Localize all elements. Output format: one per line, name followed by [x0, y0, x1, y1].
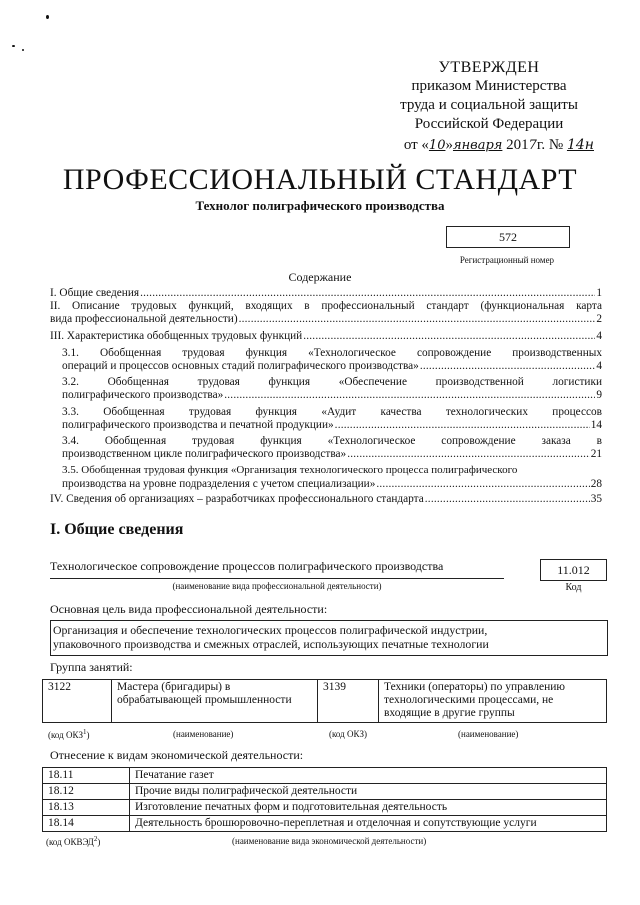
table-row [43, 768, 607, 784]
goal-label: Основная цель вида профессиональной деятельности: [50, 602, 328, 616]
okved-name: Печатание газет [130, 768, 607, 784]
scan-mark [46, 15, 49, 19]
toc-item[interactable]: полиграфического производства» ..... 9 [62, 389, 602, 402]
okved-table [42, 767, 607, 832]
toc-item-line1[interactable]: 3.4. Обобщенная трудовая функция «Технологическое сопровождение заказа в [62, 435, 602, 448]
activity-name: Технологическое сопровождение процессов полиграфического производства [50, 559, 444, 573]
okved-name: Деятельность брошюровочно-переплетная и отделочная и сопутствующие услуги [130, 816, 607, 832]
group-caption-code2: (код ОКЗ) [329, 729, 367, 739]
okved-code: 18.11 [43, 768, 130, 784]
table-row [43, 816, 607, 832]
handwritten-month: января [452, 138, 503, 153]
toc-item[interactable]: операций и процессов основных стадий полиграфического производства» ..... 4 [62, 360, 602, 373]
okved-name: Изготовление печатных форм и подготовительная деятельность [130, 800, 607, 816]
toc-item[interactable]: производственном цикле полиграфического производства» ..... 21 [62, 448, 602, 461]
group-caption-name1: (наименование) [173, 729, 234, 739]
activity-underline [50, 578, 504, 579]
goal-text: Организация и обеспечение технологических процессов полиграфической индустрии, упаковочного производства и смежных отраслей, использующих печатные технологии [53, 623, 489, 651]
group-code: 3139 [318, 680, 379, 723]
group-code: 3122 [43, 680, 112, 723]
okved-caption-name: (наименование вида экономической деятельности) [232, 836, 427, 846]
toc-item-line1[interactable]: 3.3. Обобщенная трудовая функция «Аудит качества технологических процессов [62, 405, 602, 418]
toc-item[interactable]: производства на уровне подразделения с учетом специализации» ..... 28 [62, 478, 602, 491]
activity-caption: (наименование вида профессиональной деятельности) [172, 581, 382, 591]
page-subtitle: Технолог полиграфического производства [195, 198, 445, 213]
code-label: Код [565, 582, 582, 593]
registration-number-box: 572 [446, 226, 570, 248]
table-row [43, 784, 607, 800]
toc-item-line1[interactable]: 3.2. Обобщенная трудовая функция «Обеспечение производственной логистики [62, 376, 602, 389]
group-name: Мастера (бригадиры) в обрабатывающей промышленности [112, 680, 318, 723]
toc-item[interactable]: вида профессиональной деятельности) ..... 2 [50, 313, 602, 326]
page-title: ПРОФЕССИОНАЛЬНЫЙ СТАНДАРТ [62, 163, 578, 196]
registration-number-label: Регистрационный номер [459, 255, 555, 265]
toc-item-line1[interactable]: II. Описание трудовых функций, входящих в профессиональный стандарт (функциональная карта [50, 300, 602, 313]
approval-line: приказом Министерства [411, 78, 567, 94]
approval-date: от «10»января 2017г. № 14н [403, 137, 594, 153]
occupation-groups-table [42, 679, 607, 723]
handwritten-number: 14н [566, 137, 594, 153]
approval-line: УТВЕРЖДЕН [438, 59, 540, 76]
approval-line: Российской Федерации [414, 116, 564, 132]
okved-code: 18.12 [43, 784, 130, 800]
toc-item-line1[interactable]: 3.5. Обобщенная трудовая функция «Организация технологического процесса полиграфического [62, 464, 518, 477]
toc-item[interactable]: III. Характеристика обобщенных трудовых функций ..... 4 [50, 330, 602, 343]
group-caption-name2: (наименование) [458, 729, 519, 739]
table-of-contents [50, 287, 602, 506]
activity-code: 11.012 [557, 563, 590, 577]
okved-code: 18.14 [43, 816, 130, 832]
group-label: Группа занятий: [50, 660, 133, 674]
toc-title: Содержание [288, 270, 352, 284]
approval-block [384, 58, 594, 155]
group-name: Техники (операторы) по управлению технологическими процессами, не входящие в другие группы [379, 680, 607, 723]
goal-box [50, 620, 608, 656]
toc-item[interactable]: I. Общие сведения ..... 1 [50, 287, 602, 300]
handwritten-year-digit: 7 [528, 138, 537, 153]
scan-mark [12, 45, 15, 47]
table-row [43, 800, 607, 816]
toc-item[interactable]: IV. Сведения об организациях – разработчиках профессионального стандарта ..... 35 [50, 493, 602, 506]
scan-mark [22, 49, 24, 51]
table-row [43, 680, 607, 723]
section-title: I. Общие сведения [50, 521, 184, 538]
activity-code-box [540, 559, 607, 581]
approval-line: труда и социальной защиты [400, 97, 578, 113]
toc-item-line1[interactable]: 3.1. Обобщенная трудовая функция «Технологическое сопровождение производственных [62, 346, 602, 359]
okved-label: Отнесение к видам экономической деятельности: [50, 748, 304, 762]
toc-item[interactable]: полиграфического производства и печатной продукции» ..... 14 [62, 419, 602, 432]
handwritten-day: 10 [428, 138, 446, 153]
group-caption-code1: (код ОКЗ$^1$) [48, 728, 90, 740]
okved-caption-code: (код ОКВЭД$^2$) [46, 835, 101, 847]
okved-name: Прочие виды полиграфической деятельности [130, 784, 607, 800]
okved-code: 18.13 [43, 800, 130, 816]
